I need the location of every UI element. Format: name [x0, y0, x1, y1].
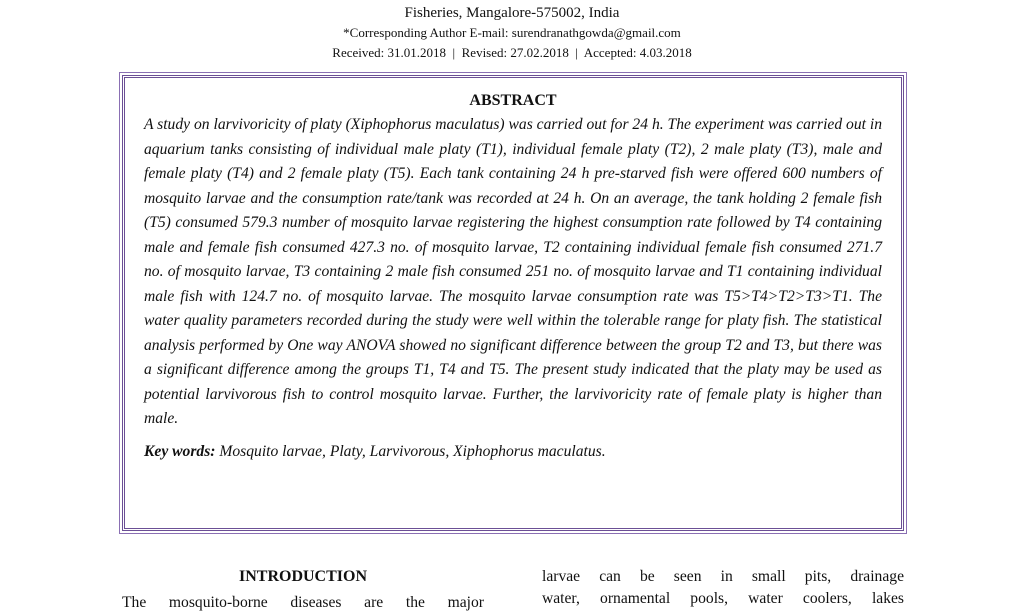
right-column-line-2: water, ornamental pools, water coolers, lakes [542, 590, 904, 607]
right-column [542, 566, 904, 610]
keywords [144, 440, 882, 464]
abstract-text: A study on larvivoricity of platy (Xiphophorus maculatus) was carried out for 24 h. The experiment was carried out in aquarium tanks consisting of individual male platy (T1), individual female platy (T2), 2 male platy (T3), male and female platy (T4) and 2 female platy (T5). Each tank containing 24 h pre-starved fish were offered 600 numbers of mosquito larvae and the consumption rate/tank was recorded at 24 h. On an average, the tank holding 2 female fish (T5) consumed 579.3 number of mosquito larvae registering the highest consumption rate followed by T4 containing male and female fish consumed 427.3 no. of mosquito larvae, T2 containing individual female fish consumed 271.7 no. of mosquito larvae, T3 containing 2 male fish consumed 251 no. of mosquito larvae and T1 containing individual male fish with 124.7 no. of mosquito larvae. The mosquito larvae consumption rate was T5>T4>T2>T3>T1. The water quality parameters recorded during the study were well within the tolerable range for platy fish. The statistical analysis performed by One way ANOVA showed no significant difference between the group T2 and T3, but there was a significant difference among the groups T1, T4 and T5. The present study indicated that the platy may be used as potential larvivorous fish to control mosquito larvae. Further, the larvivoricity rate of female platy is higher than male. [144, 116, 882, 427]
abstract-box [122, 75, 904, 531]
keywords-list: Mosquito larvae, Platy, Larvivorous, Xiphophorus maculatus. [219, 442, 606, 460]
affiliation-line: Fisheries, Mangalore-575002, India [404, 5, 620, 21]
introduction-heading: INTRODUCTION [238, 568, 367, 585]
left-column [122, 566, 484, 614]
introduction-first-line: The mosquito-borne diseases are the major [122, 594, 484, 611]
right-column-line-1: larvae can be seen in small pits, drainage [542, 568, 904, 585]
corresponding-author: *Corresponding Author E-mail: surendranathgowda@gmail.com [343, 25, 681, 40]
keywords-label: Key words: [144, 442, 216, 460]
paper-header [0, 3, 1024, 63]
abstract-title: ABSTRACT [469, 92, 557, 109]
submission-dates: Received: 31.01.2018 | Revised: 27.02.2018 | Accepted: 4.03.2018 [332, 45, 692, 60]
